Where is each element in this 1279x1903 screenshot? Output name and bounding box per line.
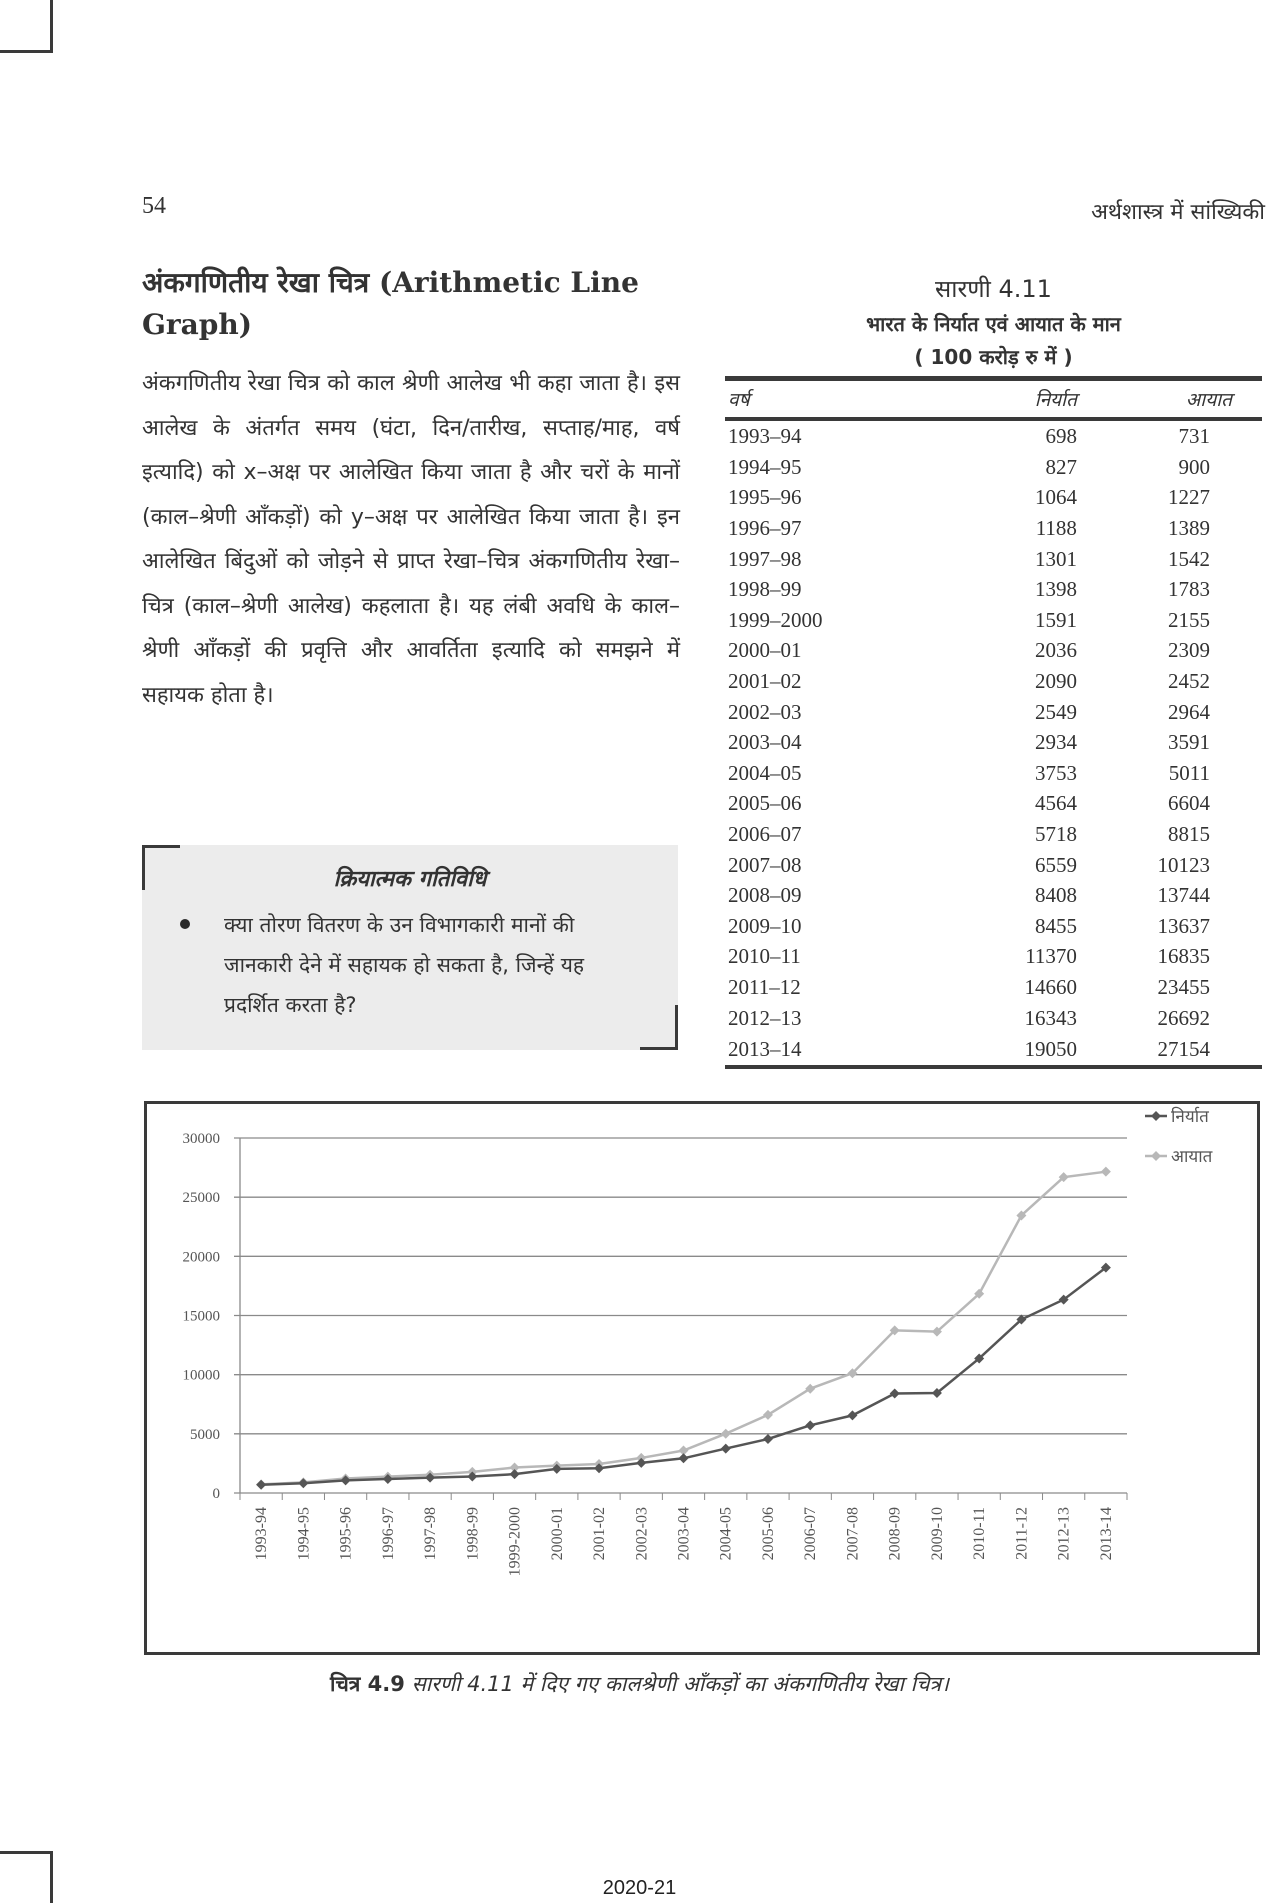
data-point-marker [721,1429,731,1439]
legend-marker-icon [1151,1111,1161,1121]
bracket-decoration [675,1005,678,1050]
cell-exports: 1398 [1034,577,1077,602]
table-header-row [725,379,1262,420]
cell-imports: 23455 [1157,974,1210,999]
table-number: सारणी 4.11 [935,275,1052,303]
page-number: 54 [142,193,166,219]
data-point-marker [341,1475,351,1485]
cell-year: 1993–94 [728,424,802,449]
x-tick-label: 1994-95 [295,1507,313,1561]
table-row [725,1033,1262,1067]
x-tick-label: 2008-09 [886,1507,904,1561]
cell-imports: 10123 [1157,852,1210,877]
cell-exports: 2090 [1034,669,1077,694]
crop-mark-top-left-vertical [50,0,53,52]
x-tick-label: 2010-11 [971,1507,989,1560]
cell-imports: 1542 [1168,546,1210,571]
data-point-marker [890,1389,900,1399]
figure-caption-text: सारणी 4.11 में दिए गए कालश्रेणी आँकड़ों का अंकगणितीय रेखा चित्र। [411,1672,949,1696]
table-row [725,819,1262,850]
data-point-marker [298,1478,308,1488]
cell-imports: 3591 [1168,730,1210,755]
cell-imports: 8815 [1168,822,1210,847]
cell-year: 2003–04 [728,730,802,755]
table-title: भारत के निर्यात एवं आयात के मान [866,312,1121,336]
legend-marker-icon [1151,1151,1161,1161]
x-tick-label: 2000-01 [548,1507,566,1561]
cell-exports: 1301 [1034,546,1077,571]
cell-year: 2011–12 [728,974,801,999]
x-tick-label: 2013-14 [1097,1507,1115,1561]
data-point-marker [679,1453,689,1463]
bracket-decoration [640,1047,678,1050]
y-tick-label: 15000 [182,1308,220,1325]
x-tick-label: 2009-10 [928,1507,946,1561]
cell-imports: 900 [1178,454,1210,479]
cell-imports: 13744 [1157,883,1210,908]
cell-imports: 1783 [1168,577,1210,602]
series-line-imports [261,1172,1106,1485]
x-tick-label: 2005-06 [759,1507,777,1561]
table-row [725,513,1262,544]
table-row [725,880,1262,911]
bracket-decoration [142,845,180,848]
x-tick-label: 1995-96 [337,1507,355,1561]
cell-imports: 1227 [1168,485,1210,510]
cell-exports: 8408 [1034,883,1077,908]
table-row [725,452,1262,483]
x-tick-label: 2001-02 [591,1507,609,1561]
cell-exports: 16343 [1024,1005,1077,1030]
x-tick-label: 2011-12 [1013,1507,1031,1560]
header-exports: निर्यात [935,379,1077,420]
cell-year: 2013–14 [725,1033,935,1067]
header-imports: आयात [1077,379,1262,420]
cell-imports: 2155 [1168,607,1210,632]
cell-year: 1996–97 [728,516,802,541]
crop-mark-top-left-horizontal [0,50,53,53]
cell-exports: 827 [1045,454,1077,479]
cell-exports: 2036 [1034,638,1077,663]
y-tick-label: 25000 [182,1190,220,1207]
table-row [725,1002,1262,1033]
table-row [725,788,1262,819]
cell-year: 2007–08 [728,852,802,877]
cell-exports: 1591 [1034,607,1077,632]
table-row [725,972,1262,1003]
x-tick-label: 2003-04 [675,1507,693,1561]
cell-year: 1994–95 [728,454,802,479]
figure-caption [0,1670,1279,1698]
cell-imports: 2452 [1168,669,1210,694]
cell-imports: 2964 [1168,699,1210,724]
table-row [725,911,1262,942]
cell-year: 2009–10 [728,913,802,938]
table-row [725,849,1262,880]
cell-year: 2010–11 [728,944,801,969]
cell-year: 2000–01 [728,638,802,663]
data-point-marker [510,1469,520,1479]
data-point-marker [721,1444,731,1454]
cell-year: 2002–03 [728,699,802,724]
table-unit: ( 100 करोड़ रु में ) [914,345,1073,369]
running-head: अर्थशास्त्र में सांख्यिकी [1091,200,1265,225]
cell-imports: 731 [1178,424,1210,449]
y-tick-label: 5000 [190,1426,220,1443]
activity-item: क्या तोरण वितरण के उन विभागकारी मानों की जानकारी देने में सहायक हो सकता है, जिन्हें यह प्रदर्शित करता है? [224,913,585,1017]
data-point-marker [847,1410,857,1420]
x-tick-label: 1996-97 [379,1507,397,1561]
activity-title: क्रियात्मक गतिविधि [333,867,487,892]
cell-year: 2001–02 [728,669,802,694]
y-tick-label: 0 [212,1486,220,1502]
cell-exports: 1064 [1034,485,1077,510]
cell-imports: 16835 [1157,944,1210,969]
cell-year: 1997–98 [728,546,802,571]
section-body: अंकगणितीय रेखा चित्र को काल श्रेणी आलेख भी कहा जाता है। इस आलेख के अंतर्गत समय (घंटा, दिन/तारीख, सप्ताह/माह, वर्ष इत्यादि) को x–अक्ष पर आलेखित किया जाता है और चरों के मानों (काल–श्रेणी आँकड़ों) को y–अक्ष पर आलेखित किया जाता है। इन आलेखित बिंदुओं को जोड़ने से प्राप्त रेखा–चित्र अंकगणितीय रेखा–चित्र (काल–श्रेणी आलेख) कहलाता है। यह लंबी अवधि के काल–श्रेणी आँकड़ों की प्रवृत्ति और आवर्तिता इत्यादि को समझने में सहायक होता है। [142,371,680,708]
section-title: अंकगणितीय रेखा चित्र (Arithmetic Line Graph) [142,266,639,341]
cell-year: 2005–06 [728,791,802,816]
table-row [725,941,1262,972]
x-tick-label: 2007-08 [844,1507,862,1561]
x-tick-label: 1997-98 [422,1507,440,1561]
cell-exports: 14660 [1024,974,1077,999]
cell-imports: 13637 [1157,913,1210,938]
table-row [725,605,1262,636]
figure-label: चित्र 4.9 [330,1672,405,1696]
y-tick-label: 20000 [182,1249,220,1266]
table-row [725,419,1262,452]
cell-exports: 2934 [1034,730,1077,755]
table-row [725,635,1262,666]
cell-year: 2008–09 [728,883,802,908]
x-tick-label: 1998-99 [464,1507,482,1561]
data-point-marker [1101,1167,1111,1177]
cell-exports: 2549 [1034,699,1077,724]
cell-exports: 8455 [1034,913,1077,938]
data-point-marker [763,1434,773,1444]
x-tick-label: 2012-13 [1055,1507,1073,1561]
x-tick-label: 2002-03 [633,1507,651,1561]
y-tick-label: 10000 [182,1367,220,1384]
cell-exports: 6559 [1034,852,1077,877]
y-tick-label: 30000 [182,1131,220,1147]
cell-imports: 2309 [1168,638,1210,663]
cell-year: 2012–13 [728,1005,802,1030]
cell-exports: 1188 [1035,516,1077,541]
cell-exports: 4564 [1034,791,1077,816]
header-year: वर्ष [725,379,935,420]
data-point-marker [256,1480,266,1490]
cell-imports: 5011 [1168,760,1210,785]
cell-imports: 26692 [1157,1005,1210,1030]
table-row [725,543,1262,574]
chart-canvas [147,1104,1257,1652]
cell-year: 2004–05 [728,760,802,785]
crop-mark-bottom-left-horizontal [0,1851,53,1854]
table-row [725,666,1262,697]
cell-year: 1998–99 [728,577,802,602]
cell-exports: 698 [1045,424,1077,449]
bullet-icon [180,919,190,929]
legend-label: निर्यात [1171,1107,1209,1127]
legend-label: आयात [1171,1147,1213,1167]
x-tick-label: 2004-05 [717,1507,735,1561]
x-tick-label: 2006-07 [802,1507,820,1561]
x-tick-label: 1993-94 [253,1507,271,1561]
data-table [725,376,1262,1069]
cell-imports: 6604 [1168,791,1210,816]
x-tick-label: 1999-2000 [506,1507,524,1577]
cell-exports: 5718 [1034,822,1077,847]
cell-exports: 11370 [1025,944,1077,969]
table-row [725,758,1262,789]
table-row [725,696,1262,727]
data-point-marker [805,1420,815,1430]
cell-imports: 1389 [1168,516,1210,541]
footer-year: 2020-21 [602,1877,677,1899]
cell-exports: 19050 [935,1033,1077,1067]
table-row [725,574,1262,605]
cell-year: 1995–96 [728,485,802,510]
cell-year: 2006–07 [728,822,802,847]
cell-year: 1999–2000 [728,607,823,632]
cell-imports: 27154 [1077,1033,1262,1067]
activity-box [142,845,678,1050]
line-chart [144,1101,1260,1655]
table-row [725,482,1262,513]
table-row [725,727,1262,758]
cell-exports: 3753 [1034,760,1077,785]
